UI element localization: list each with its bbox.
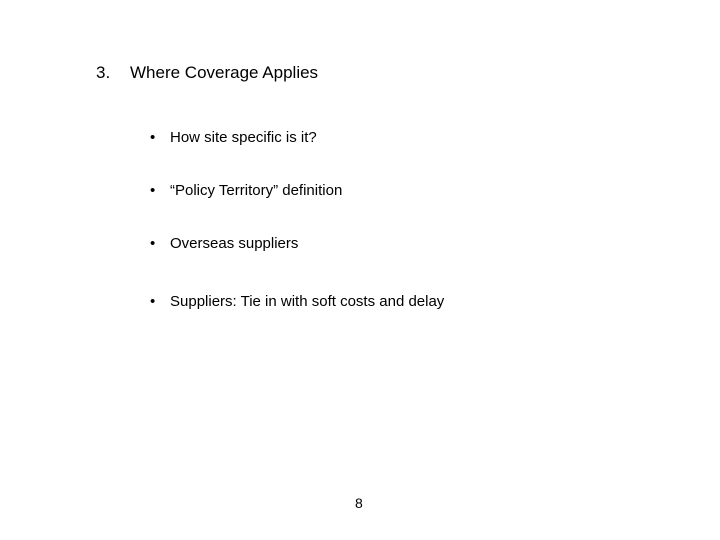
bullet-marker: • [150,235,156,252]
bullet-text: “Policy Territory” definition [170,182,343,199]
slide-heading [96,62,318,84]
bullet-marker: • [150,129,156,146]
heading-number: 3. [96,63,111,82]
heading-title: Where Coverage Applies [130,63,319,82]
bullet-text: How site specific is it? [170,129,317,146]
bullet-marker: • [150,182,156,199]
page-number: 8 [355,495,363,511]
bullet-text: Suppliers: Tie in with soft costs and delay [170,293,445,310]
bullet-text: Overseas suppliers [170,235,299,252]
bullet-marker: • [150,293,156,310]
